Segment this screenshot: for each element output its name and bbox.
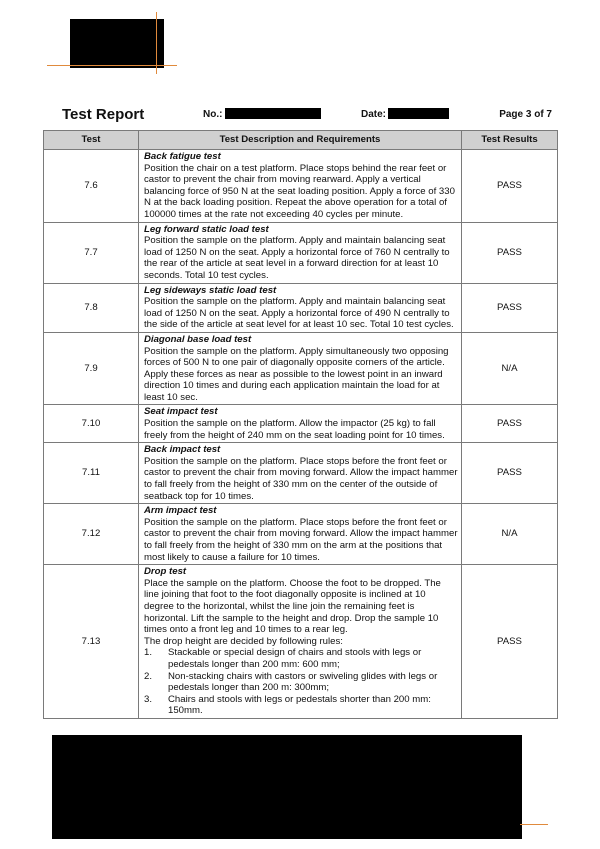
test-result: N/A	[462, 504, 558, 565]
test-name: Seat impact test	[144, 406, 218, 418]
test-description-cell	[139, 222, 462, 283]
column-header-results: Test Results	[462, 131, 558, 150]
test-results-table	[43, 130, 558, 719]
table-row	[44, 504, 558, 565]
test-description-cell	[139, 565, 462, 719]
test-result: N/A	[462, 332, 558, 405]
test-description-cell	[139, 405, 462, 443]
test-name: Back impact test	[144, 444, 221, 456]
rule-number: 1.	[144, 647, 153, 659]
table-row	[44, 405, 558, 443]
test-description: Position the sample on the platform. Apply and maintain balancing seat load of 1250 N on the seat. Apply a horizontal force of 760 N centrally to the rear of the article at seat level in a forward direction for at least 10 seconds. Total 10 test cycles.	[144, 235, 450, 281]
test-description: Position the sample on the platform. Place stops before the front feet or castor to prevent the chair from moving forward. Allow the impact hammer to fall freely from the height of 330 mm on the center of the outside of seatback top for 10 times.	[144, 455, 458, 502]
test-number: 7.11	[44, 443, 139, 504]
test-name: Leg forward static load test	[144, 223, 269, 235]
table-row	[44, 150, 558, 223]
test-name: Diagonal base load test	[144, 333, 252, 345]
table-row	[44, 222, 558, 283]
test-number: 7.6	[44, 150, 139, 223]
test-description: Position the sample on the platform. Apply simultaneously two opposing forces of 500 N to one pair of diagonally opposite corners of the article. Apply these forces as near as possible to the lowest point in an inward direction 10 times and during each application maintain the load for at least 10 sec.	[144, 345, 449, 403]
rule-number: 2.	[144, 670, 153, 682]
page-number: Page 3 of 7	[499, 109, 552, 120]
test-result: PASS	[462, 405, 558, 443]
test-description: Position the sample on the platform. Apply and maintain balancing seat load of 1250 N on the seat. Apply a horizontal force of 490 N centrally to the side of the article at seat level for at least 10 sec. Total 10 test cycles.	[144, 296, 454, 331]
column-header-description: Test Description and Requirements	[139, 131, 462, 150]
table-row	[44, 283, 558, 332]
test-description-cell	[139, 283, 462, 332]
table-row	[44, 565, 558, 719]
table-header-row	[44, 131, 558, 150]
test-description-cell	[139, 504, 462, 565]
test-result: PASS	[462, 565, 558, 719]
test-name: Back fatigue test	[144, 151, 221, 162]
test-description: Position the sample on the platform. Allow the impactor (25 kg) to fall freely from the height of 240 mm on the seat loading point for 10 times.	[144, 418, 445, 441]
test-number: 7.13	[44, 565, 139, 719]
list-item	[144, 694, 458, 717]
redacted-footer	[52, 735, 522, 839]
test-name: Arm impact test	[144, 505, 217, 517]
test-number: 7.7	[44, 222, 139, 283]
test-description-cell	[139, 332, 462, 405]
redacted-report-number	[225, 108, 321, 119]
list-item	[144, 671, 458, 694]
list-item	[144, 647, 458, 670]
test-result: PASS	[462, 150, 558, 223]
rule-text: Chairs and stools with legs or pedestals shorter than 200 mm: 150mm.	[168, 693, 431, 717]
test-number: 7.9	[44, 332, 139, 405]
report-header	[62, 104, 554, 126]
test-description: Position the sample on the platform. Place stops before the front feet or castor to prevent the chair from moving forward. Allow the impact hammer to fall freely from the height of 330 mm on the arm at the positions that most likely to cause a failure for 10 times.	[144, 516, 458, 563]
report-number-label: No.:	[203, 109, 223, 120]
test-result: PASS	[462, 443, 558, 504]
date-label: Date:	[361, 109, 387, 120]
table-row	[44, 443, 558, 504]
test-description-cell	[139, 150, 462, 223]
logo-accent-line	[47, 65, 177, 66]
redacted-logo	[70, 19, 164, 68]
test-description-cell	[139, 443, 462, 504]
drop-height-rules	[144, 647, 458, 717]
rule-text: Non-stacking chairs with castors or swiveling glides with legs or pedestals longer than 200 m: 300mm;	[168, 670, 438, 694]
test-name: Leg sideways static load test	[144, 284, 277, 296]
test-result: PASS	[462, 222, 558, 283]
test-number: 7.12	[44, 504, 139, 565]
rule-number: 3.	[144, 693, 153, 705]
test-description: Position the chair on a test platform. Place stops behind the rear feet or castor to prevent the chair from moving rearward. Apply a vertical balancing force of 950 N at the seat loading position. Apply a force of 330 N at the back loading position. Repeat the above operation for a total of 100000 times at the rate not exceeding 40 cycles per minute.	[144, 162, 455, 220]
rule-text: Stackable or special design of chairs and stools with legs or pedestals longer than 200 mm: 600 mm;	[168, 647, 422, 670]
footer-accent-line	[520, 824, 548, 825]
drop-height-intro: The drop height are decided by following rules:	[144, 635, 343, 647]
test-number: 7.8	[44, 283, 139, 332]
table-row	[44, 332, 558, 405]
test-result: PASS	[462, 283, 558, 332]
redacted-date	[388, 108, 449, 119]
test-number: 7.10	[44, 405, 139, 443]
page-title: Test Report	[62, 106, 145, 123]
logo-accent-line-vertical	[156, 12, 157, 74]
test-name: Drop test	[144, 566, 187, 578]
column-header-test: Test	[44, 131, 139, 150]
test-description: Place the sample on the platform. Choose the foot to be dropped. The line joining that foot to the foot diagonally opposite is inclined at 10 degree to the horizontal, whilst the line join the remaining feet is horizontal. Lift the sample to the height and drop. Drop the sample 10 times onto a front leg and 10 times to a rear leg.	[144, 577, 441, 636]
